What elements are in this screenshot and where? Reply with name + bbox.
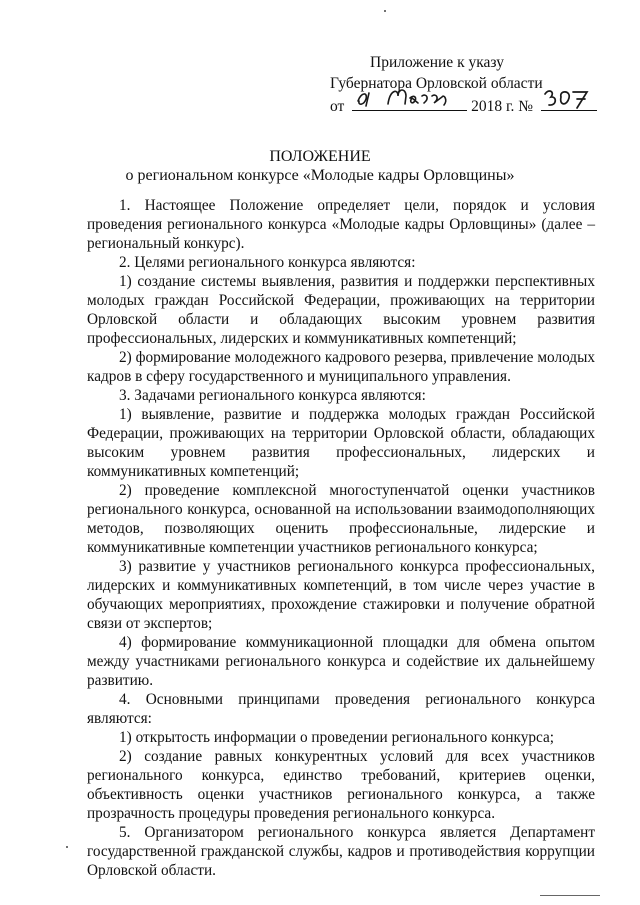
paragraph-10: 4. Основными принципами проведения регионального конкурса являются:	[87, 691, 595, 727]
paragraph-9: 4) формирование коммуникационной площадки для обмена опытом между участниками регионального конкурса и содействие их дальнейшему развитию.	[87, 634, 595, 689]
approval-block	[330, 52, 600, 117]
handwritten-date-signature	[352, 84, 467, 112]
document-subtitle: о региональном конкурсе «Молодые кадры Орловщины»	[125, 167, 515, 184]
approval-year-number: 2018 г. №	[471, 98, 534, 115]
handwritten-number-signature	[541, 84, 597, 112]
approval-prefix: от	[330, 98, 345, 115]
paragraph-7: 2) проведение комплексной многоступенчатой оценки участников регионального конкурса, основанной на использовании взаимодополняющих методов, позволяющих оценить профессиональные, лидерские и коммуникативные компетенции участников регионального конкурса;	[87, 482, 595, 556]
paragraph-13: 5. Организатором регионального конкурса является Департамент государственной гражданской службы, кадров и противодействия коррупции Орловской области.	[87, 824, 595, 879]
scan-speck	[66, 846, 68, 848]
paragraph-12: 2) создание равных конкурентных условий для всех участников регионального конкурса, единство требований, критериев оценки, объективность оценки участников регионального конкурса, а также прозрачность процедуры проведения регионального конкурса.	[87, 748, 595, 822]
paragraph-11: 1) открытость информации о проведении регионального конкурса;	[119, 729, 555, 746]
approval-line-3	[330, 94, 600, 117]
document-body	[87, 196, 595, 880]
number-field	[541, 94, 597, 111]
approval-line-1: Приложение к указу	[370, 54, 504, 71]
scan-artifact-line	[540, 895, 600, 896]
paragraph-3: 1) создание системы выявления, развития и поддержки перспективных молодых граждан Российской Федерации, проживающих на территории Орловской области и обладающих высоким уровнем развития профессиональных, лидерских и коммуникативных компетенций;	[87, 273, 595, 347]
paragraph-1: 1. Настоящее Положение определяет цели, порядок и условия проведения регионального конкурса «Молодые кадры Орловщины» (далее – региональный конкурс).	[87, 197, 595, 252]
paragraph-2: 2. Целями регионального конкурса являются:	[119, 254, 416, 271]
paragraph-4: 2) формирование молодежного кадрового резерва, привлечение молодых кадров в сферу государственного и муниципального управления.	[87, 349, 595, 385]
approval-line-2: Губернатора Орловской области	[330, 75, 543, 92]
date-field	[352, 94, 467, 111]
document-title: ПОЛОЖЕНИЕ	[269, 148, 371, 165]
paragraph-8: 3) развитие у участников регионального конкурса профессиональных, лидерских и коммуникативных компетенций, в том числе через участие в обучающих мероприятиях, прохождение стажировки и получение обратной связи от экспертов;	[87, 558, 595, 632]
scan-speck	[384, 10, 386, 12]
paragraph-5: 3. Задачами регионального конкурса являются:	[119, 387, 426, 404]
paragraph-6: 1) выявление, развитие и поддержка молодых граждан Российской Федерации, проживающих на территории Орловской области, обладающих высоким уровнем развития профессиональных, лидерских и коммуникативных компетенций;	[87, 406, 595, 480]
